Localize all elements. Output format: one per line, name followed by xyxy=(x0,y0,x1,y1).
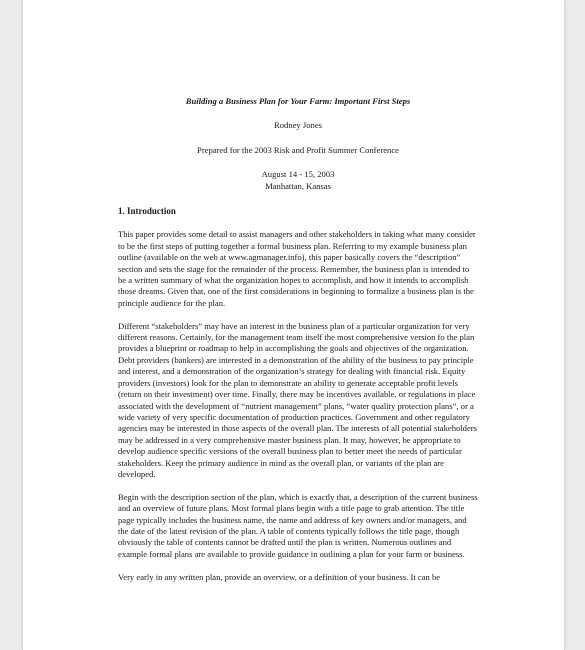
paragraph-2: Different “stakeholders” may have an interest in the business plan of a particular organization for very different reasons. Certainly, for the management team itself the most comprehensive version fo the plan provides a blueprint or roadmap to help in accomplishing the goals and objectives of the organization. Debt providers (bankers) are interested in a demonstration of the ability of the business to pay principle and interest, and a demonstration of the organization’s strategy for dealing with financial risk. Equity providers (investors) look for the plan to demonstrate an ability to generate acceptable profit levels (return on their investment) over time. Finally, there may be incentives available, or regulations in place associated with the development of “nutrient management” plans, “water quality protection plans”, or a wide variety of very specific documentation of production practices. Government and other regulatory agencies may be interested in those aspects of the overall plan. The interests of all potential stakeholders may be addressed in a very comprehensive master business plan. It may, however, be appropriate to develop audience specific versions of the overall business plan to better meet the needs of particular stakeholders. Keep the primary audience in mind as the overall plan, or variants of the plan are developed. xyxy=(118,320,477,479)
document-body xyxy=(118,96,478,594)
section-heading-introduction: 1. Introduction xyxy=(118,206,176,217)
document-title: Building a Business Plan for Your Farm: Important First Steps xyxy=(185,96,411,106)
paragraph-1: This paper provides some detail to assist managers and other stakeholders in taking what many consider to be the first steps of putting together a formal business plan. Referring to my example business plan outline (available on the web at www.agmanager.info), this paper basically covers the “description” section and sets the stage for the remainder of the process. Remember, the business plan is intended to be a written summary of what the organization hopes to accomplish, and how it intends to accomplish those dreams. Given that, one of the first considerations in beginning to formalize a business plan is the principle audience for the plan. xyxy=(118,229,476,308)
paragraph-3: Begin with the description section of the plan, which is exactly that, a description of the current business and an overview of future plans. Most formal plans begin with a title page to grab attention. The title page typically includes the business name, the name and address of key owners and/or managers, and the date of the latest revision of the plan. A table of contents typically follows the title page, though obviously the table of contents cannot be drafted until the plan is written. Numerous outlines and example formal plans are available to provide guidance in outlining a plan for your farm or business. xyxy=(118,491,478,559)
conference-location: Manhattan, Kansas xyxy=(265,180,331,191)
prepared-for-line: Prepared for the 2003 Risk and Profit Summer Conference xyxy=(197,144,399,155)
document-page xyxy=(22,0,565,650)
conference-date: August 14 - 15, 2003 xyxy=(261,169,335,180)
paragraph-4: Very early in any written plan, provide an overview, or a definition of your business. It can be xyxy=(118,571,441,582)
author-name: Rodney Jones xyxy=(274,120,322,131)
date-location-block xyxy=(118,169,478,192)
